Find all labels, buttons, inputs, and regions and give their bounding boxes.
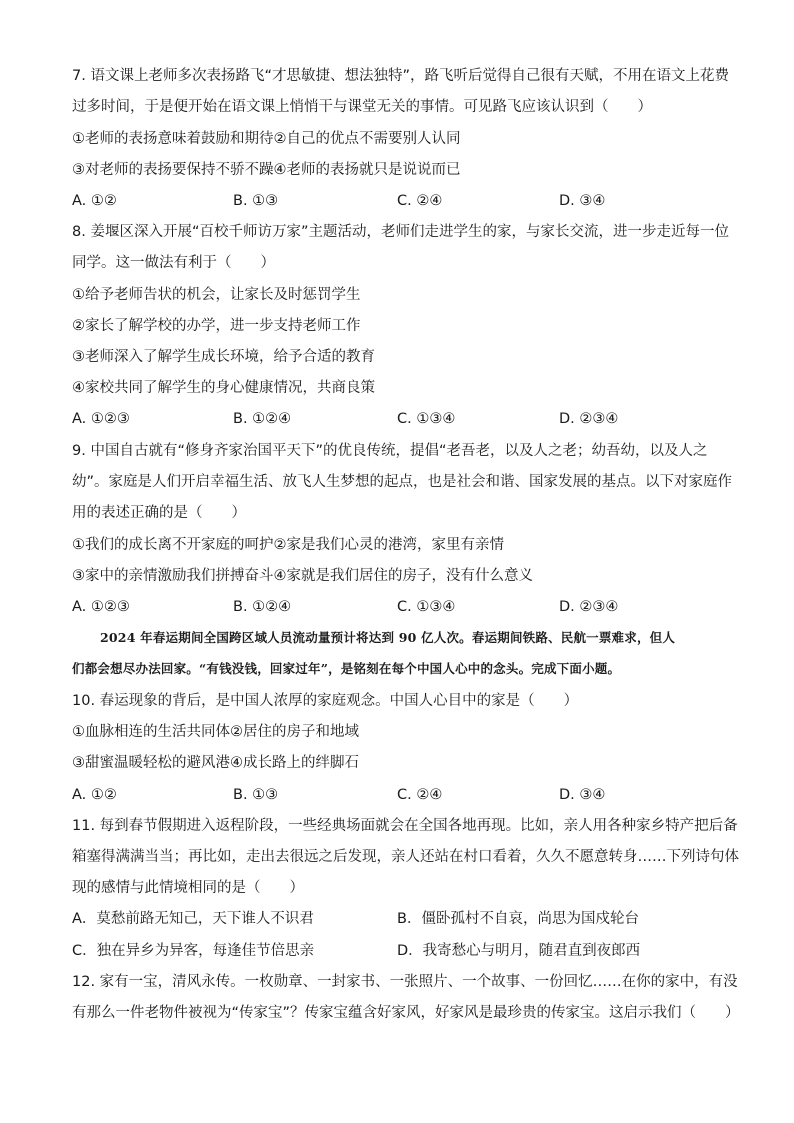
q9-statement-2: ③家中的亲情激励我们拼搏奋斗④家就是我们居住的房子，没有什么意义 xyxy=(72,568,533,584)
q11-option-b[interactable]: B．僵卧孤村不自哀，尚思为国戍轮台 xyxy=(397,911,639,927)
q9-statement-1: ①我们的成长离不开家庭的呵护②家是我们心灵的港湾，家里有亲情 xyxy=(72,537,504,553)
q11-option-c[interactable]: C．独在异乡为异客，每逢佳节倍思亲 xyxy=(72,943,315,959)
q10-option-b[interactable]: B. ①③ xyxy=(233,787,279,803)
q8-option-b[interactable]: B. ①②④ xyxy=(233,411,292,427)
q10-statement-1: ①血脉相连的生活共同体②居住的房子和地域 xyxy=(72,724,359,740)
q9-option-b[interactable]: B. ①②④ xyxy=(233,599,292,615)
q8-option-d[interactable]: D. ②③④ xyxy=(559,411,619,427)
q11-option-d[interactable]: D．我寄愁心与明月，随君直到夜郎西 xyxy=(397,943,641,959)
q9-option-d[interactable]: D. ②③④ xyxy=(559,599,619,615)
q8-statement-1: ①给予老师告状的机会，让家长及时惩罚学生 xyxy=(72,287,361,303)
q7-stem-line-1: 7. 语文课上老师多次表扬路飞“才思敏捷、想法独特”，路飞听后觉得自己很有天赋，不用在语文上花费 xyxy=(72,68,729,84)
q9-stem-line-3: 用的表述正确的是（ ） xyxy=(72,505,246,521)
q8-statement-2: ②家长了解学校的办学，进一步支持老师工作 xyxy=(72,318,361,334)
q7-options xyxy=(72,191,732,211)
q7-option-c[interactable]: C. ②④ xyxy=(397,193,443,209)
q10-option-d[interactable]: D. ③④ xyxy=(559,787,606,803)
q11-options-row-2 xyxy=(72,941,732,961)
q7-option-a[interactable]: A. ①② xyxy=(72,193,117,209)
q10-option-a[interactable]: A. ①② xyxy=(72,787,117,803)
q10-options xyxy=(72,785,732,805)
material-line-1: 2024 年春运期间全国跨区域人员流动量预计将达到 90 亿人次。春运期间铁路、民航一票难求，但人 xyxy=(100,630,676,645)
q11-stem-line-1: 11. 每到春节假期进入返程阶段，一些经典场面就会在全国各地再现。比如，亲人用各种家乡特产把后备 xyxy=(72,818,738,834)
q7-option-b[interactable]: B. ①③ xyxy=(233,193,279,209)
q10-option-c[interactable]: C. ②④ xyxy=(397,787,443,803)
q8-options xyxy=(72,409,732,429)
q8-stem-line-2: 同学。这一做法有利于（ ） xyxy=(72,255,275,271)
q7-statement-1: ①老师的表扬意味着鼓励和期待②自己的优点不需要别人认同 xyxy=(72,131,461,147)
q8-statement-4: ④家校共同了解学生的身心健康情况，共商良策 xyxy=(72,380,375,396)
q11-option-a[interactable]: A．莫愁前路无知己，天下谁人不识君 xyxy=(72,911,314,927)
q10-statement-2: ③甜蜜温暖轻松的避风港④成长路上的绊脚石 xyxy=(72,755,359,771)
q10-stem-line-1: 10. 春运现象的背后，是中国人浓厚的家庭观念。中国人心目中的家是（ ） xyxy=(72,693,579,709)
material-line-2: 们都会想尽办法回家。“有钱没钱，回家过年”，是铭刻在每个中国人心中的念头。完成下面小题。 xyxy=(72,661,621,676)
q8-stem-line-1: 8. 姜堰区深入开展“百校千师访万家”主题活动，老师们走进学生的家，与家长交流，进一步走近每一位 xyxy=(72,224,729,240)
q7-statement-2: ③对老师的表扬要保持不骄不躁④老师的表扬就只是说说而已 xyxy=(72,162,461,178)
q7-stem-line-2: 过多时间，于是便开始在语文课上悄悄干与课堂无关的事情。可见路飞应该认识到（ ） xyxy=(72,99,652,115)
q8-statement-3: ③老师深入了解学生成长环境，给予合适的教育 xyxy=(72,349,375,365)
q9-stem-line-2: 幼”。家庭是人们开启幸福生活、放飞人生梦想的起点，也是社会和谐、国家发展的基点。以下对家庭作 xyxy=(72,474,733,490)
q9-option-c[interactable]: C. ①③④ xyxy=(397,599,456,615)
q11-stem-line-2: 箱塞得满满当当；再比如，走出去很远之后发现，亲人还站在村口看着，久久不愿意转身……下列诗句体 xyxy=(72,849,739,865)
q8-option-a[interactable]: A. ①②③ xyxy=(72,411,130,427)
q11-stem-line-3: 现的感情与此情境相同的是（ ） xyxy=(72,880,304,896)
q9-option-a[interactable]: A. ①②③ xyxy=(72,599,130,615)
q8-option-c[interactable]: C. ①③④ xyxy=(397,411,456,427)
q7-option-d[interactable]: D. ③④ xyxy=(559,193,606,209)
q9-stem-line-1: 9. 中国自古就有“修身齐家治国平天下”的优良传统，提倡“老吾老，以及人之老；幼吾幼，以及人之 xyxy=(72,443,708,459)
q12-stem-line-2: 有那么一件老物件被视为“传家宝”？传家宝蕴含好家风，好家风是最珍贵的传家宝。这启示我们（ ） xyxy=(72,1005,740,1021)
q12-stem-line-1: 12. 家有一宝，清风永传。一枚勋章、一封家书、一张照片、一个故事、一份回忆……在你的家中，有没 xyxy=(72,974,738,990)
q9-options xyxy=(72,597,732,617)
q11-options-row-1 xyxy=(72,909,732,929)
